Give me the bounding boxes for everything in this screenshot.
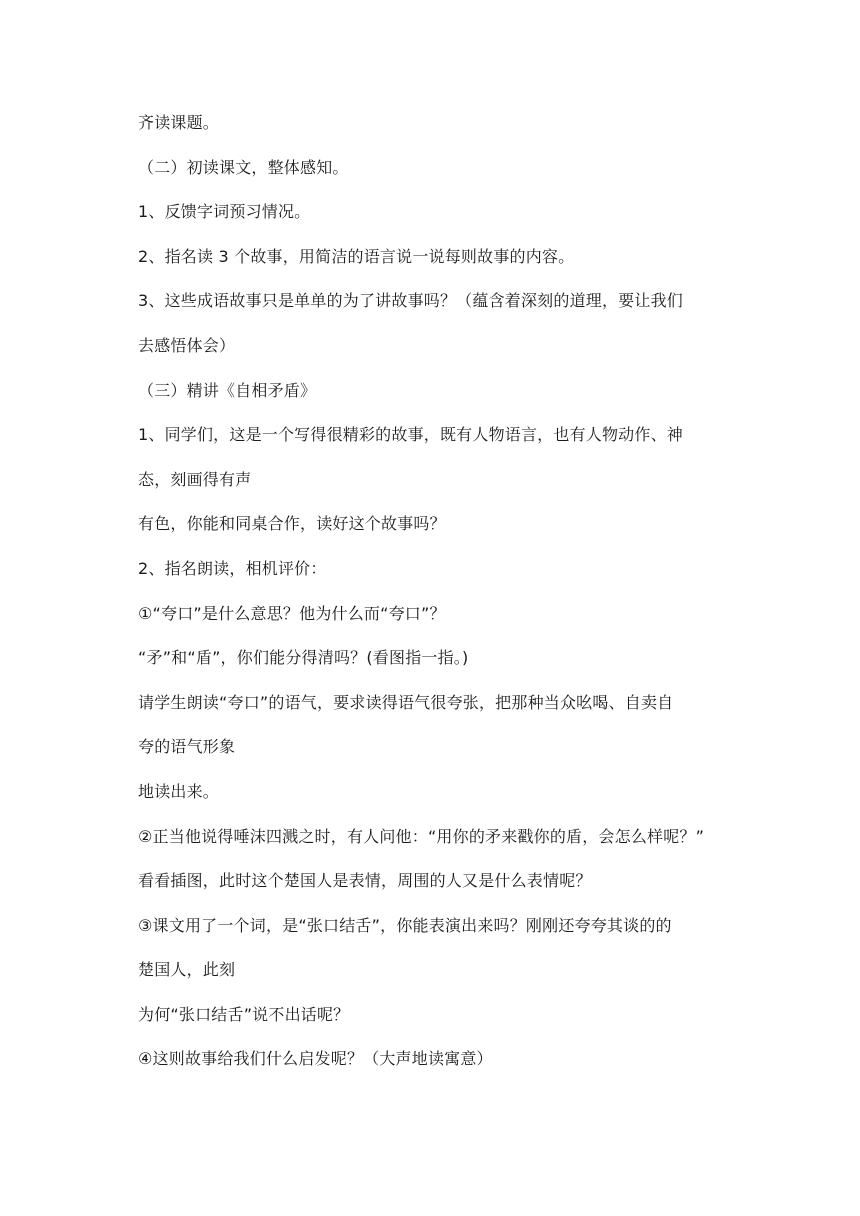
text-line: ④这则故事给我们什么启发呢？（大声地读寓意） <box>138 1049 493 1069</box>
text-line: 态，刻画得有声 <box>138 469 252 489</box>
text-line: 1、反馈字词预习情况。 <box>138 202 311 222</box>
text-line: 去感悟体会） <box>138 335 236 355</box>
text-line: 齐读课题。 <box>138 113 220 132</box>
text-line: 地读出来。 <box>138 781 220 801</box>
text-line: 3、这些成语故事只是单单的为了讲故事吗？（蕴含着深刻的道理，要让我们 <box>138 291 683 311</box>
text-line: 看看插图，此时这个楚国人是表情，周围的人又是什么表情呢？ <box>138 871 592 891</box>
text-line: 2、指名读 3 个故事，用简洁的语言说一说每则故事的内容。 <box>138 246 575 266</box>
text-line: ②正当他说得唾沫四溅之时，有人问他：“用你的矛来戳你的盾，会怎么样呢？” <box>138 826 705 846</box>
text-line: 为何“张口结舌”说不出话呢？ <box>138 1004 350 1024</box>
text-line: 请学生朗读“夸口”的语气，要求读得语气很夸张，把那种当众吆喝、自卖自 <box>138 692 674 712</box>
section-heading: （二）初读课文，整体感知。 <box>138 157 349 177</box>
text-line: 夸的语气形象 <box>138 737 236 757</box>
text-line: 有色，你能和同桌合作，读好这个故事吗？ <box>138 514 446 534</box>
document-body <box>138 112 728 1093</box>
text-line: ①“夸口”是什么意思？他为什么而“夸口”？ <box>138 603 446 623</box>
text-line: 1、同学们，这是一个写得很精彩的故事，既有人物语言，也有人物动作、神 <box>138 425 683 445</box>
text-line: “矛”和“盾”，你们能分得清吗？(看图指一指。) <box>138 648 469 668</box>
section-heading: （三）精讲《自相矛盾》 <box>138 380 317 400</box>
text-line: 2、指名朗读，相机评价： <box>138 558 327 578</box>
text-line: 楚国人，此刻 <box>138 960 236 980</box>
text-line: ③课文用了一个词，是“张口结舌”，你能表演出来吗？刚刚还夸夸其谈的的 <box>138 915 672 935</box>
